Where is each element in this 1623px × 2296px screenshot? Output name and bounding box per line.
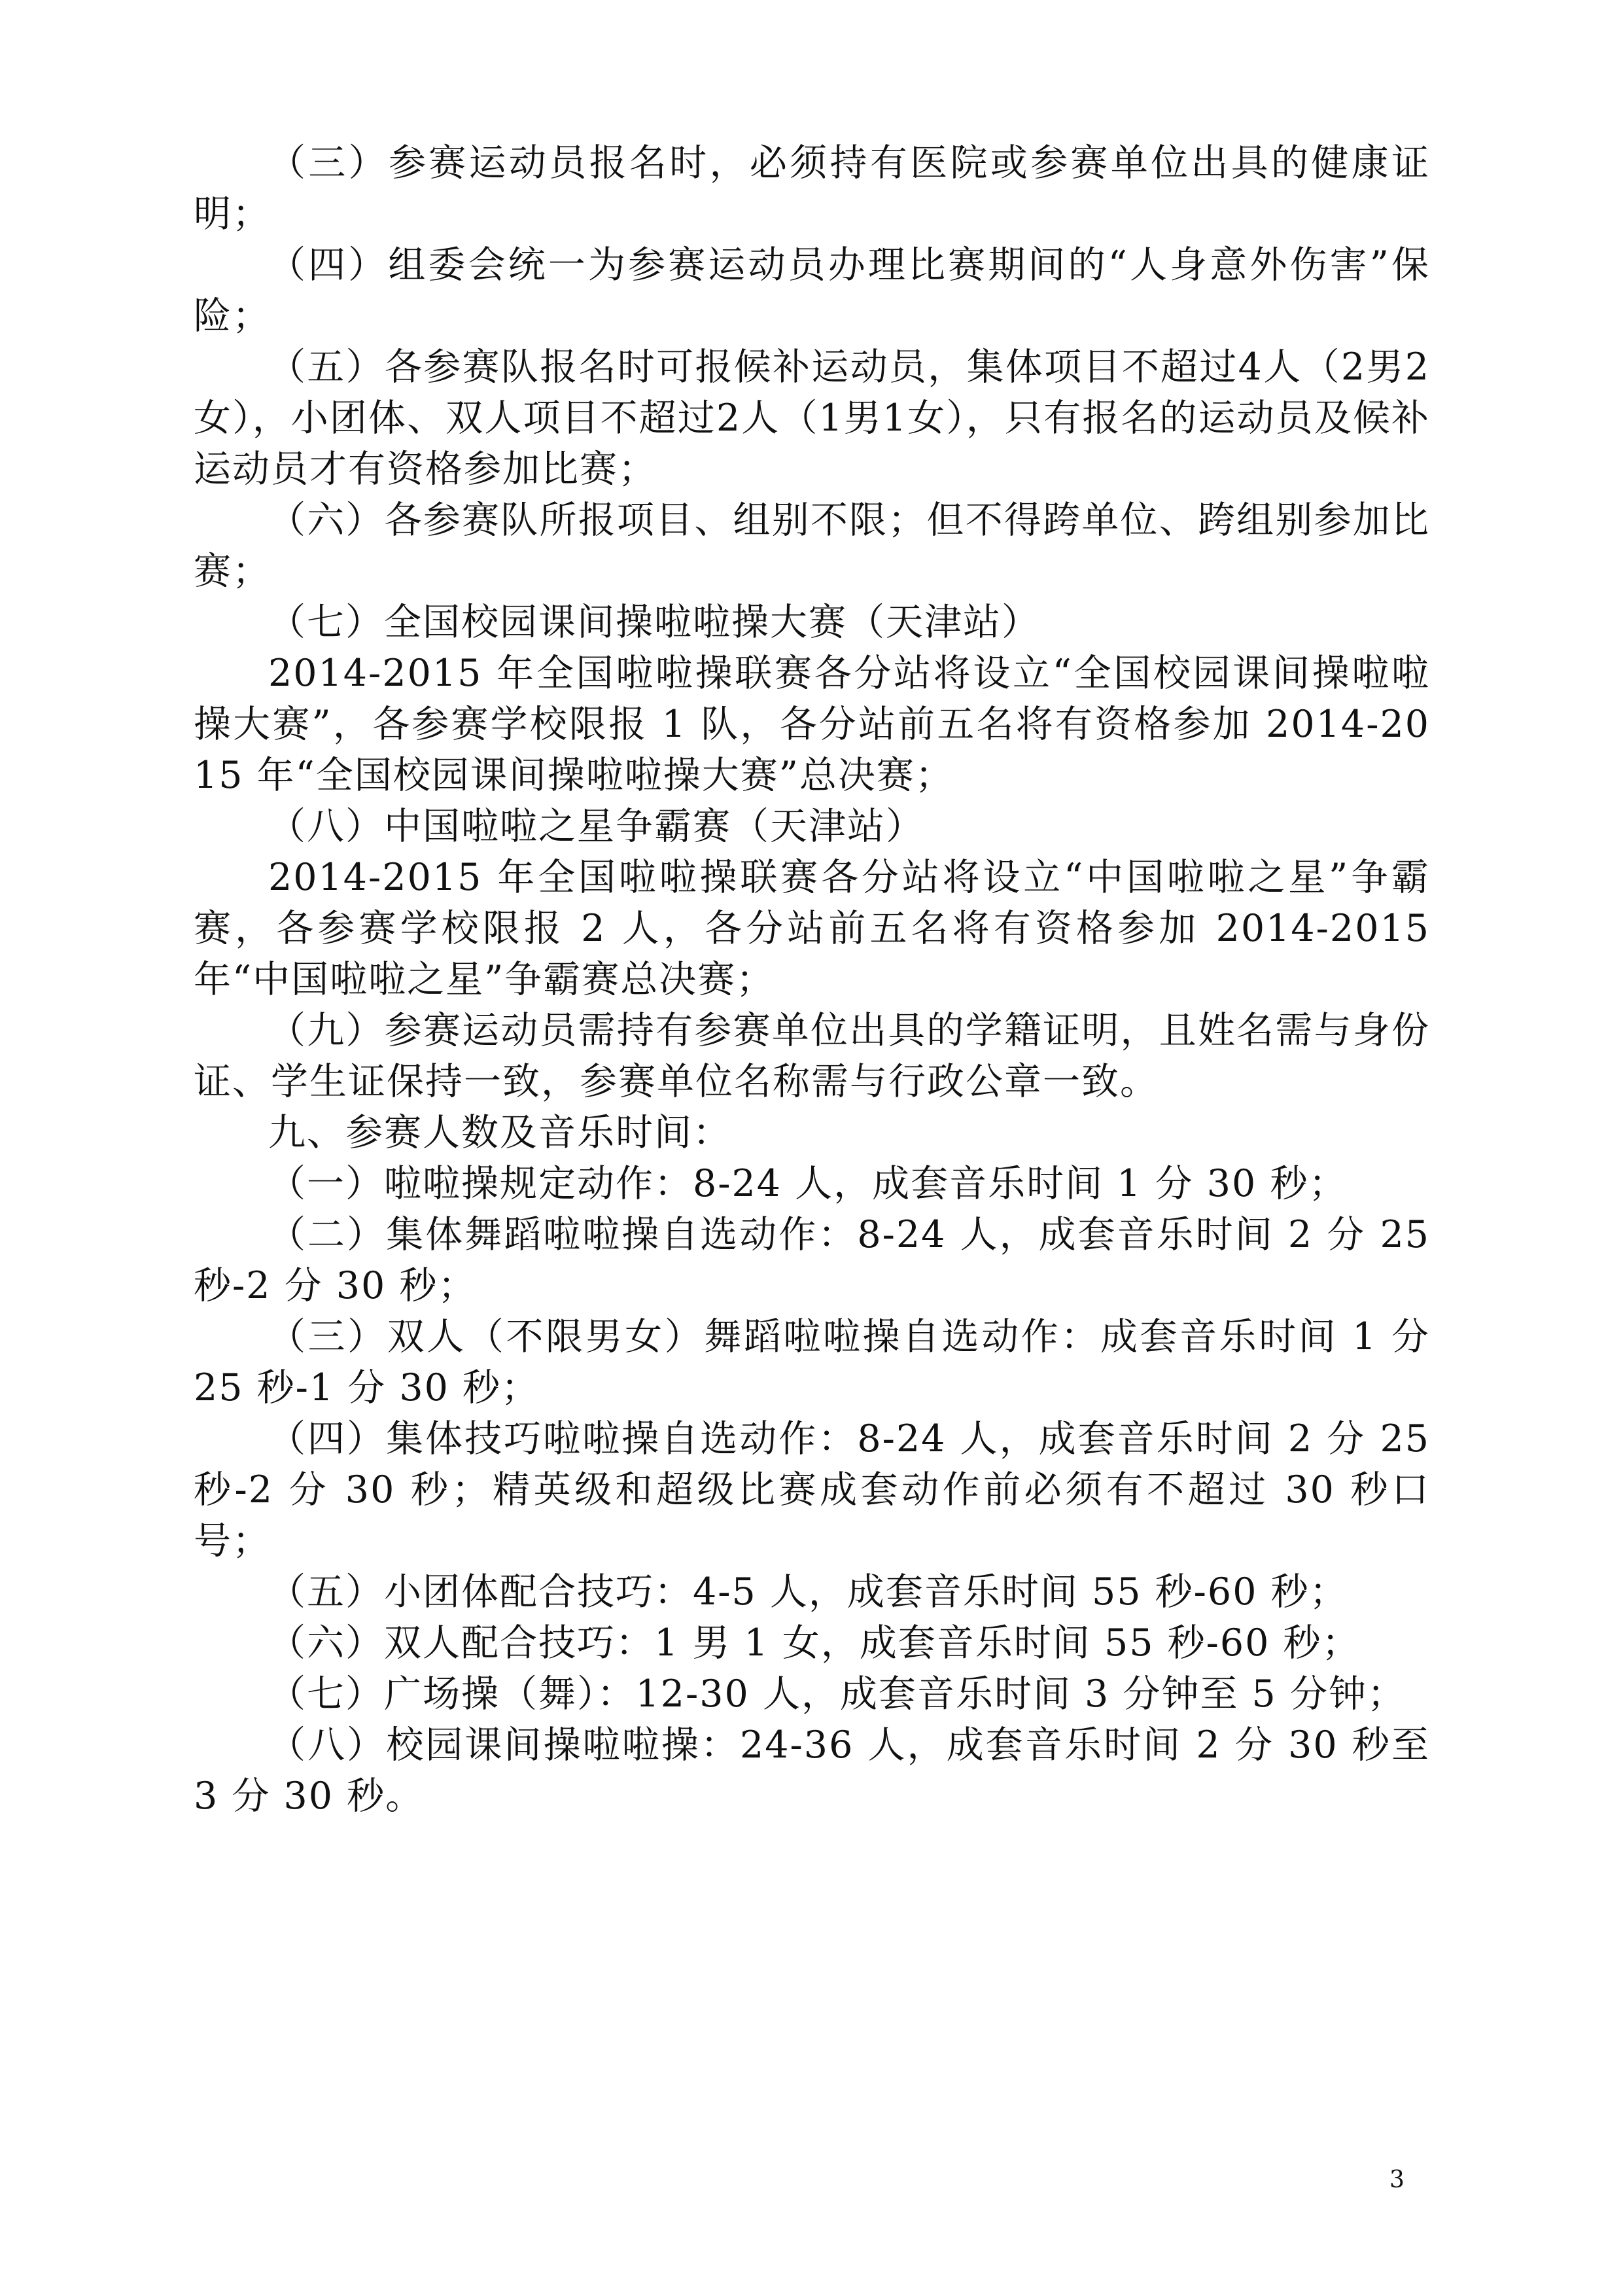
paragraph-campus-contest-details: 2014-2015 年全国啦啦操联赛各分站将设立“全国校园课间操啦啦操大赛”，各参赛学校限报 1 队，各分站前五名将有资格参加 2014-2015 年“全国校园课间操啦啦操大赛”总决赛； xyxy=(194,652,1430,797)
paragraph-insurance: （四）组委会统一为参赛运动员办理比赛期间的“人身意外伤害”保险； xyxy=(194,243,1430,338)
paragraph-group-dance: （二）集体舞蹈啦啦操自选动作：8-24 人，成套音乐时间 2 分 25 秒-2 分 30 秒； xyxy=(194,1213,1430,1307)
paragraph-pair-dance: （三）双人（不限男女）舞蹈啦啦操自选动作：成套音乐时间 1 分 25 秒-1 分 30 秒； xyxy=(194,1315,1430,1409)
paragraph-pair-stunt: （六）双人配合技巧：1 男 1 女，成套音乐时间 55 秒-60 秒； xyxy=(268,1621,1361,1665)
paragraph-health-certificate: （三）参赛运动员报名时，必须持有医院或参赛单位出具的健康证明； xyxy=(194,141,1430,236)
paragraph-event-groups: （六）各参赛队所报项目、组别不限；但不得跨单位、跨组别参加比赛； xyxy=(194,499,1430,593)
page-number: 3 xyxy=(1389,2166,1405,2193)
section-heading-participants-music: 九、参赛人数及音乐时间： xyxy=(268,1111,731,1154)
paragraph-group-stunt: （四）集体技巧啦啦操自选动作：8-24 人，成套音乐时间 2 分 25 秒-2 分 30 秒；精英级和超级比赛成套动作前必须有不超过 30 秒口号； xyxy=(194,1417,1430,1563)
paragraph-campus-contest-heading: （七）全国校园课间操啦啦操大赛（天津站） xyxy=(268,601,1040,644)
paragraph-cheer-star-heading: （八）中国啦啦之星争霸赛（天津站） xyxy=(268,805,924,848)
paragraph-square-dance: （七）广场操（舞）：12-30 人，成套音乐时间 3 分钟至 5 分钟； xyxy=(268,1672,1406,1716)
body-text xyxy=(194,137,1430,1822)
paragraph-student-status: （九）参赛运动员需持有参赛单位出具的学籍证明，且姓名需与身份证、学生证保持一致，参赛单位名称需与行政公章一致。 xyxy=(194,1009,1430,1103)
paragraph-substitutes: （五）各参赛队报名时可报候补运动员，集体项目不超过4人（2男2女），小团体、双人项目不超过2人（1男1女），只有报名的运动员及候补运动员才有资格参加比赛； xyxy=(194,345,1430,491)
paragraph-campus-exercise: （八）校园课间操啦啦操：24-36 人，成套音乐时间 2 分 30 秒至 3 分 30 秒。 xyxy=(194,1723,1430,1818)
paragraph-required-routine: （一）啦啦操规定动作：8-24 人，成套音乐时间 1 分 30 秒； xyxy=(268,1162,1348,1205)
paragraph-small-group-stunt: （五）小团体配合技巧：4-5 人，成套音乐时间 55 秒-60 秒； xyxy=(268,1570,1348,1614)
paragraph-cheer-star-details: 2014-2015 年全国啦啦操联赛各分站将设立“中国啦啦之星”争霸赛，各参赛学校限报 2 人，各分站前五名将有资格参加 2014-2015 年“中国啦啦之星”争霸赛总决赛； xyxy=(194,856,1430,1001)
